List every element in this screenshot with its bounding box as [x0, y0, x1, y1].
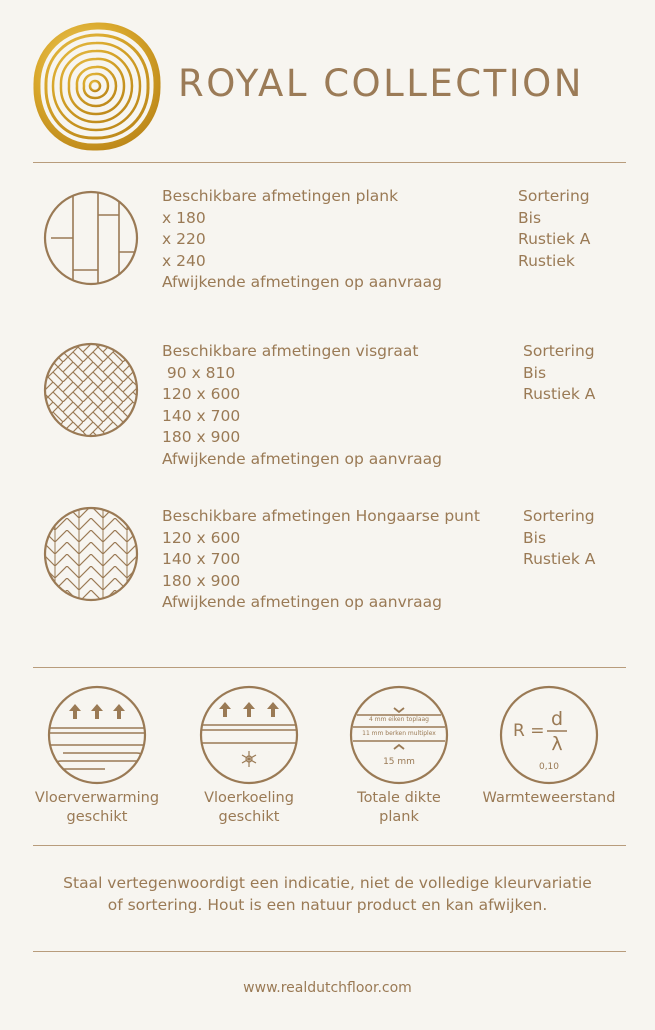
plank-sorting	[518, 186, 590, 272]
feature-label-line: plank	[379, 809, 419, 825]
sorting-heading: Sortering	[523, 507, 595, 525]
spec-note: Afwijkende afmetingen op aanvraag	[162, 273, 442, 291]
feature-label-line: Totale dikte	[357, 790, 441, 806]
size-item: 90 x 810	[162, 363, 236, 382]
size-item: 140 x 700	[162, 406, 241, 425]
formula-numerator: d	[550, 708, 564, 730]
feature-label-line: geschikt	[218, 809, 280, 825]
spec-note: Afwijkende afmetingen op aanvraag	[162, 593, 442, 611]
snowflake-icon	[242, 751, 256, 767]
plank-specs	[162, 186, 442, 294]
divider	[33, 667, 626, 668]
divider	[33, 162, 626, 163]
feature-label-thickness	[329, 789, 469, 827]
thermal-resistance-value: 0,10	[538, 762, 560, 772]
sorting-heading: Sortering	[518, 187, 590, 205]
spec-note: Afwijkende afmetingen op aanvraag	[162, 449, 442, 468]
feature-label-line: Warmteweerstand	[482, 790, 616, 806]
feature-label-line: Vloerverwarming	[34, 790, 160, 806]
formula-r: R =	[513, 721, 545, 741]
divider	[33, 951, 626, 952]
sorting-item: Bis	[523, 363, 547, 382]
herringbone-sorting	[523, 341, 595, 406]
disclaimer-line: of sortering. Hout is een natuur product en kan afwijken.	[107, 895, 548, 914]
chevron-pattern-icon	[43, 506, 139, 602]
sorting-item: Rustiek A	[518, 230, 591, 248]
spec-heading: Beschikbare afmetingen Hongaarse punt	[162, 507, 480, 525]
size-item: 140 x 700	[162, 550, 241, 568]
size-item: x 180	[162, 208, 206, 227]
feature-label-floor-heating	[27, 789, 167, 827]
formula-denominator: λ	[551, 733, 563, 755]
size-item: 180 x 900	[162, 571, 241, 590]
floor-cooling-icon	[197, 683, 301, 787]
size-item: x 220	[162, 230, 206, 248]
feature-label-floor-cooling	[179, 789, 319, 827]
disclaimer	[40, 873, 615, 916]
plywood-label: 11 mm berken multiplex	[362, 730, 436, 737]
thickness-icon	[347, 683, 451, 787]
sorting-item: Rustiek A	[523, 550, 596, 568]
size-item: x 240	[162, 251, 206, 270]
sorting-item: Bis	[523, 528, 547, 547]
herringbone-pattern-icon	[43, 342, 139, 438]
thermal-resistance-icon	[497, 683, 601, 787]
chevron-specs	[162, 506, 480, 614]
sorting-item: Rustiek A	[523, 385, 596, 403]
size-item: 180 x 900	[162, 428, 241, 446]
page-title: ROYAL COLLECTION	[178, 62, 584, 105]
size-item: 120 x 600	[162, 528, 241, 547]
sorting-item: Rustiek	[518, 251, 575, 270]
chevron-sorting	[523, 506, 595, 571]
plank-pattern-icon	[43, 190, 139, 286]
spec-heading: Beschikbare afmetingen plank	[162, 187, 399, 205]
feature-label-line: Vloerkoeling	[204, 790, 294, 806]
sorting-heading: Sortering	[523, 342, 595, 360]
disclaimer-line: Staal vertegenwoordigt een indicatie, niet de volledige kleurvariatie	[63, 874, 592, 892]
sorting-item: Bis	[518, 208, 542, 227]
feature-label-line: geschikt	[66, 809, 128, 825]
spec-heading: Beschikbare afmetingen visgraat	[162, 342, 419, 360]
divider	[33, 845, 626, 846]
tree-rings-logo	[32, 22, 162, 152]
feature-label-thermal-resistance	[474, 789, 624, 808]
website-link[interactable]: www.realdutchfloor.com	[243, 980, 412, 996]
size-item: 120 x 600	[162, 385, 241, 403]
herringbone-specs	[162, 341, 442, 470]
total-thickness-value: 15 mm	[383, 757, 415, 767]
top-layer-label: 4 mm eiken toplaag	[368, 716, 429, 723]
floor-heating-icon	[45, 683, 149, 787]
